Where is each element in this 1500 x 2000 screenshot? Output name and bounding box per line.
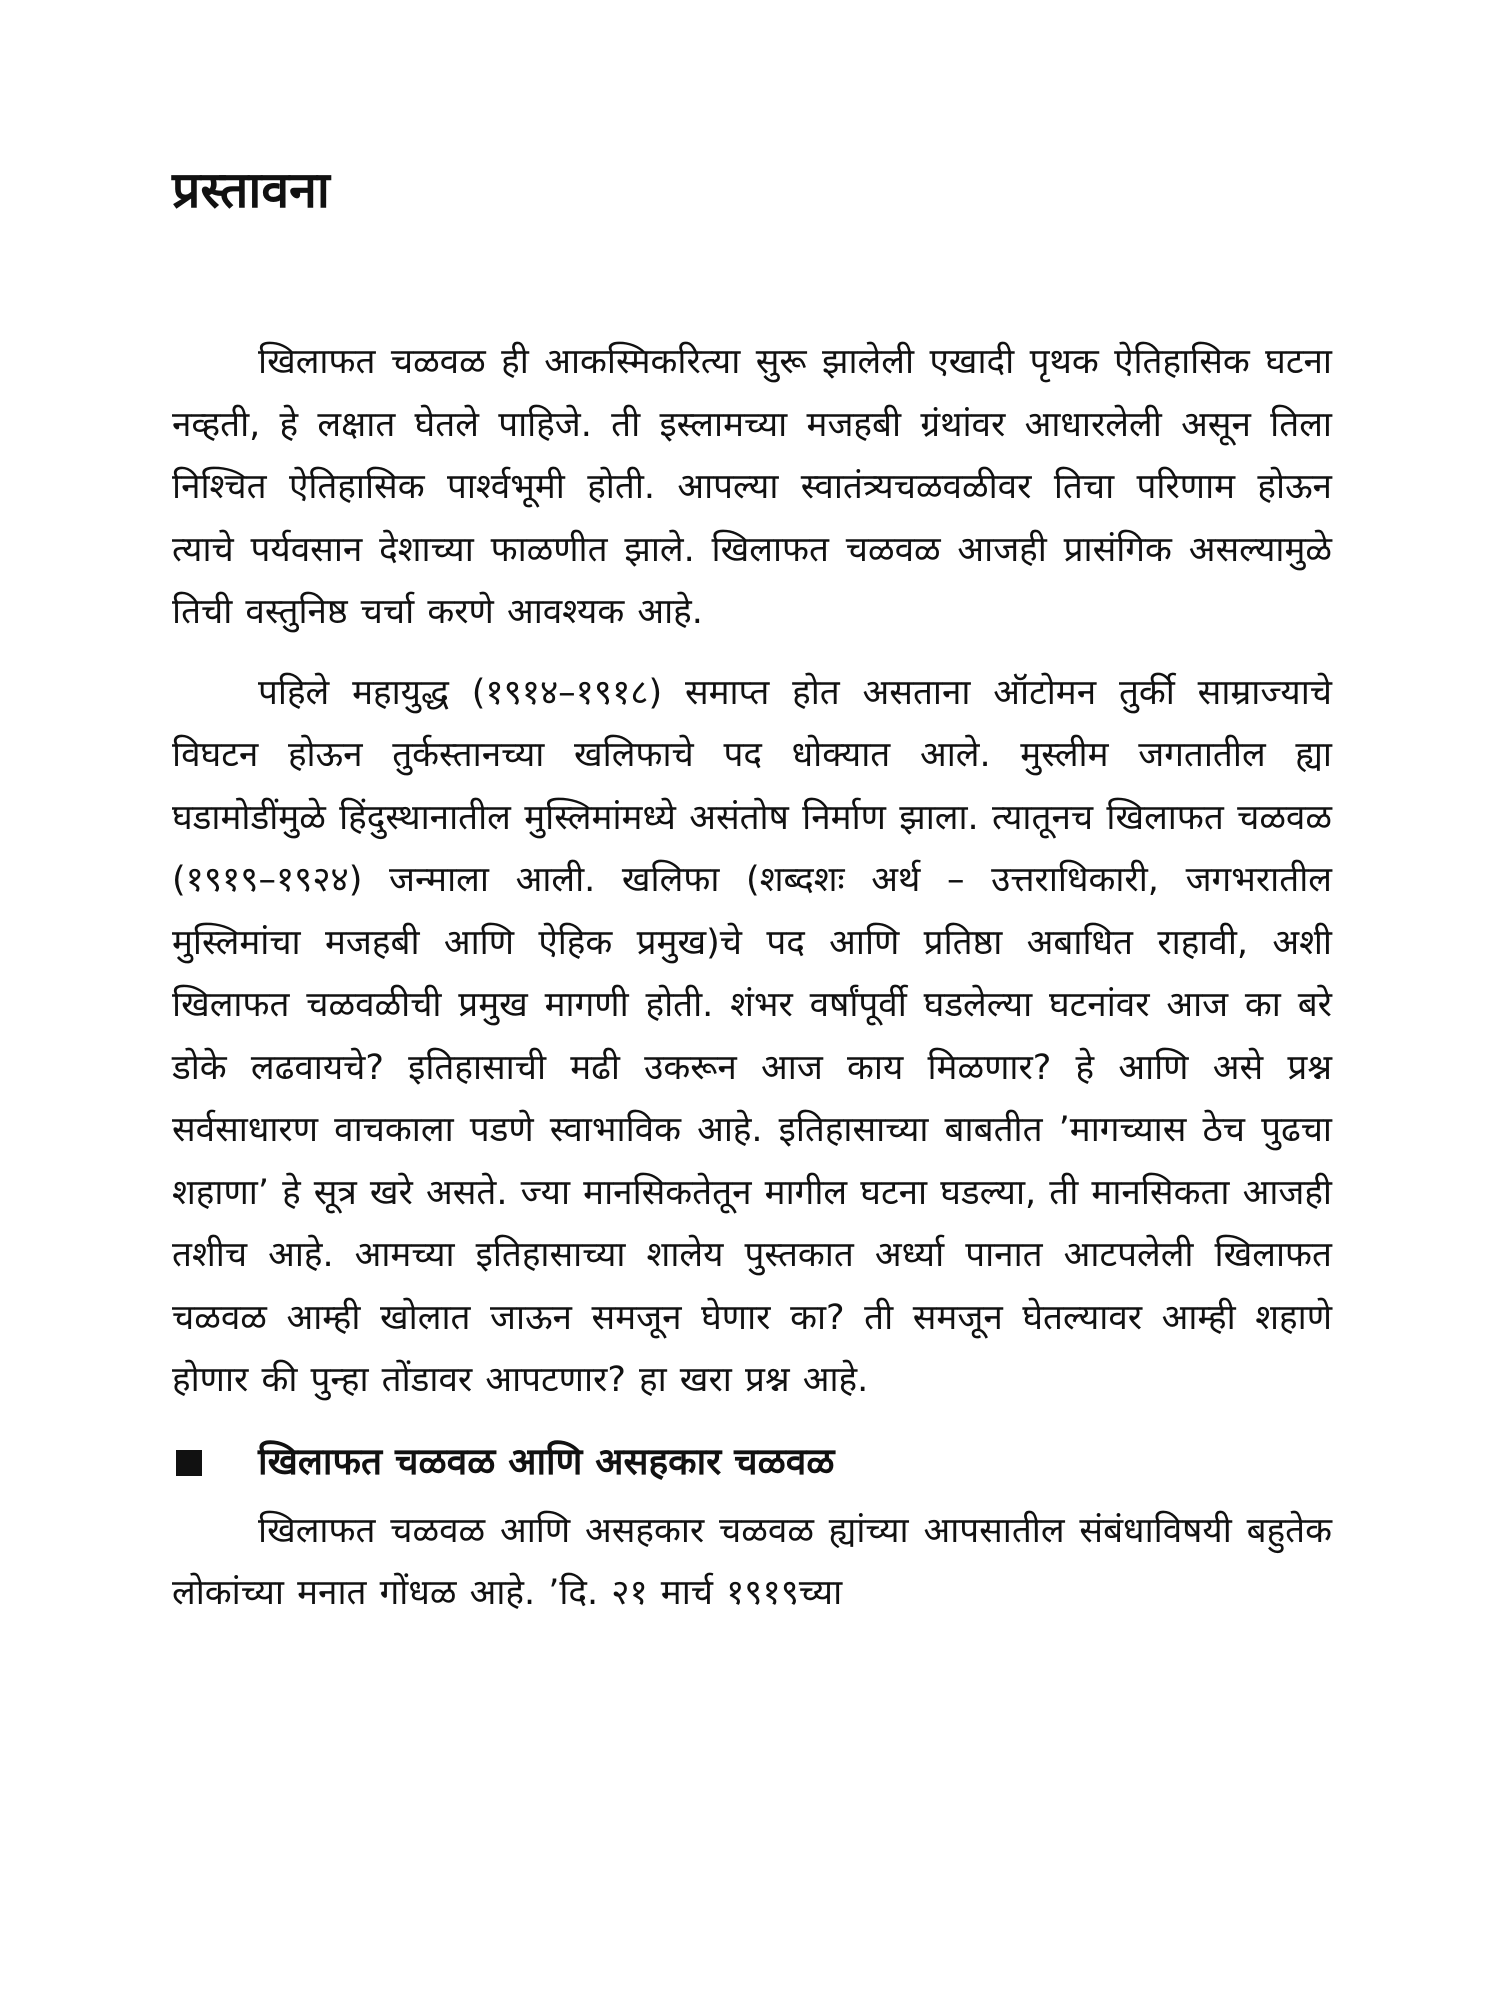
- paragraph-2: पहिले महायुद्ध (१९१४–१९१८) समाप्त होत असताना ऑटोमन तुर्की साम्राज्याचे विघटन होऊन तुर्कस्तानच्या खलिफाचे पद धोक्यात आले. मुस्लीम जगतातील ह्या घडामोडींमुळे हिंदुस्थानातील मुस्लिमांमध्ये असंतोष निर्माण झाला. त्यातूनच खिलाफत चळवळ (१९१९–१९२४) जन्माला आली. खलिफा (शब्दशः अर्थ – उत्तराधिकारी, जगभरातील मुस्लिमांचा मजहबी आणि ऐहिक प्रमुख)चे पद आणि प्रतिष्ठा अबाधित राहावी, अशी खिलाफत चळवळीची प्रमुख मागणी होती. शंभर वर्षांपूर्वी घडलेल्या घटनांवर आज का बरे डोके लढवायचे? इतिहासाची मढी उकरून आज काय मिळणार? हे आणि असे प्रश्न सर्वसाधारण वाचकाला पडणे स्वाभाविक आहे. इतिहासाच्या बाबतीत ’मागच्यास ठेच पुढचा शहाणा’ हे सूत्र खरे असते. ज्या मानसिकतेतून मागील घटना घडल्या, ती मानसिकता आजही तशीच आहे. आमच्या इतिहासाच्या शालेय पुस्तकात अर्ध्या पानात आटपलेली खिलाफत चळवळ आम्ही खोलात जाऊन समजून घेणार का? ती समजून घेतल्यावर आम्ही शहाणे होणार की पुन्हा तोंडावर आपटणार? हा खरा प्रश्न आहे.: [172, 672, 1332, 1400]
- page-title: प्रस्तावना: [172, 161, 330, 219]
- paragraph-1: खिलाफत चळवळ ही आकस्मिकरित्या सुरू झालेली एखादी पृथक ऐतिहासिक घटना नव्हती, हे लक्षात घेतले पाहिजे. ती इस्लामच्या मजहबी ग्रंथांवर आधारलेली असून तिला निश्चित ऐतिहासिक पार्श्वभूमी होती. आपल्या स्वातंत्र्यचळवळीवर तिचा परिणाम होऊन त्याचे पर्यवसान देशाच्या फाळणीत झाले. खिलाफत चळवळ आजही प्रासंगिक असल्यामुळे तिची वस्तुनिष्ठ चर्चा करणे आवश्यक आहे.: [172, 342, 1332, 632]
- section-heading: [172, 1430, 1332, 1496]
- square-bullet-icon: [176, 1450, 202, 1476]
- section-paragraph: खिलाफत चळवळ आणि असहकार चळवळ ह्यांच्या आपसातील संबंधाविषयी बहुतेक लोकांच्या मनात गोंधळ आहे. ’दि. २१ मार्च १९१९च्या: [172, 1510, 1332, 1613]
- preface-body: [172, 331, 1332, 1412]
- section-heading-text: खिलाफत चळवळ आणि असहकार चळवळ: [258, 1440, 835, 1484]
